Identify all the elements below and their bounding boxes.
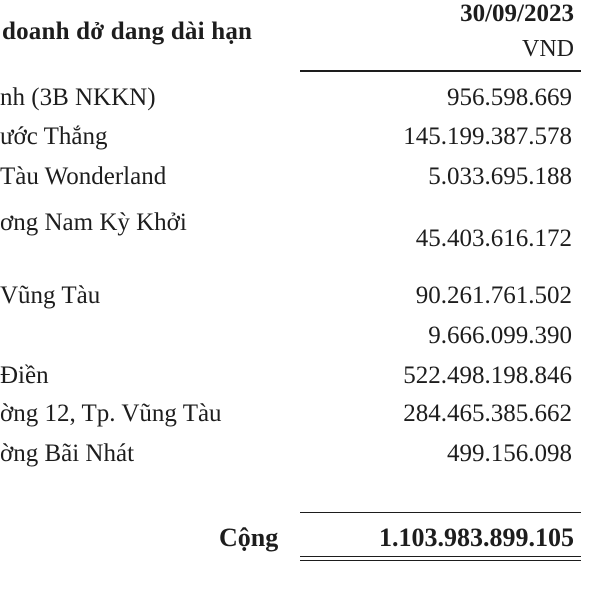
total-label: Cộng (219, 523, 279, 552)
row-value-7: 522.498.198.846 (403, 362, 572, 389)
row-label-4: ơng Nam Kỳ Khởi (0, 209, 187, 236)
row-value-9: 499.156.098 (447, 440, 572, 467)
period-date-header: 30/09/2023 (460, 0, 574, 27)
row-value-6: 9.666.099.390 (428, 322, 572, 349)
header-divider (300, 70, 581, 72)
total-double-underline (300, 556, 581, 561)
row-value-2: 145.199.387.578 (403, 123, 572, 150)
row-label-2: ước Thắng (0, 123, 108, 150)
row-label-5: Vũng Tàu (0, 282, 101, 309)
row-value-4: 45.403.616.172 (415, 225, 572, 252)
row-label-3: Tàu Wonderland (0, 163, 167, 190)
section-heading: doanh dở dang dài hạn (2, 18, 253, 45)
row-value-1: 956.598.669 (447, 84, 572, 111)
total-value: 1.103.983.899.105 (379, 523, 574, 552)
row-label-8: ờng 12, Tp. Vũng Tàu (0, 400, 222, 427)
row-label-9: ờng Bãi Nhát (0, 440, 135, 467)
row-value-3: 5.033.695.188 (428, 163, 572, 190)
total-top-divider (300, 512, 581, 513)
currency-unit-header: VND (522, 36, 574, 62)
row-label-7: Điền (0, 362, 49, 389)
row-label-1: nh (3B NKKN) (0, 84, 156, 111)
row-value-5: 90.261.761.502 (415, 282, 572, 309)
row-value-8: 284.465.385.662 (403, 400, 572, 427)
